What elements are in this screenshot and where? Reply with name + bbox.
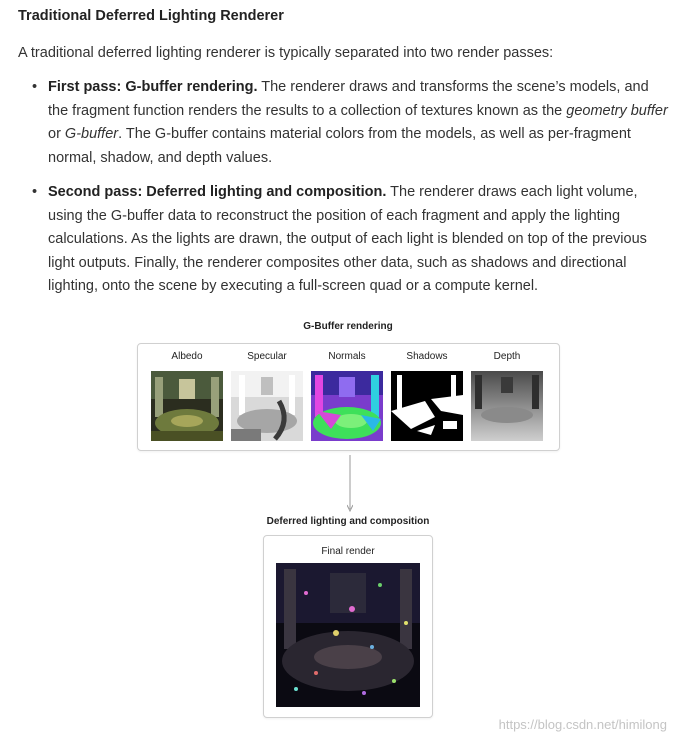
composition-panel bbox=[263, 535, 433, 718]
gbuffer-diagram-title: G-Buffer rendering bbox=[303, 321, 393, 332]
first-pass-text-2: or bbox=[48, 126, 65, 142]
list-item-first-pass bbox=[30, 76, 670, 170]
tile-albedo bbox=[151, 351, 223, 441]
intro-paragraph: A traditional deferred lighting renderer is typically separated into two render passes: bbox=[18, 45, 554, 61]
page-title: Traditional Deferred Lighting Renderer bbox=[18, 8, 284, 24]
tile-label-shadows: Shadows bbox=[406, 351, 448, 362]
composition-diagram-title: Deferred lighting and composition bbox=[266, 516, 430, 527]
shadows-image bbox=[391, 371, 463, 441]
tile-label-depth: Depth bbox=[493, 351, 521, 362]
list-item-second-pass bbox=[30, 181, 670, 299]
tile-shadows bbox=[391, 351, 463, 441]
final-render-image bbox=[276, 563, 420, 707]
first-pass-heading: First pass: G-buffer rendering. bbox=[48, 79, 258, 95]
second-pass-text: The renderer draws each light volume, using the G-buffer data to reconstruct the position of each fragment and apply the lighting calculations. As the lights are drawn, the output of each light is blended on top of the previous light outputs. Finally, the renderer composites other data, such as shadows and directional lighting, onto the scene by executing a full-screen quad or a compute kernel. bbox=[48, 184, 647, 294]
tile-label-normals: Normals bbox=[328, 351, 366, 362]
down-arrow-icon bbox=[347, 455, 353, 515]
render-pass-list bbox=[30, 76, 670, 310]
first-pass-text-3: . The G-buffer contains material colors from the models, as well as per-fragment normal, shadow, and depth values. bbox=[48, 126, 631, 166]
watermark: https://blog.csdn.net/himilong bbox=[498, 717, 667, 732]
second-pass-heading: Second pass: Deferred lighting and composition. bbox=[48, 184, 387, 200]
normals-image bbox=[311, 371, 383, 441]
term-g-buffer: G-buffer bbox=[64, 126, 119, 142]
tile-depth bbox=[471, 351, 543, 441]
tile-label-specular: Specular bbox=[247, 351, 287, 362]
depth-image bbox=[471, 371, 543, 441]
tile-normals bbox=[311, 351, 383, 441]
bullet-dot-icon: • bbox=[32, 79, 38, 95]
albedo-image bbox=[151, 371, 223, 441]
term-geometry-buffer: geometry buffer bbox=[566, 102, 668, 119]
tile-label-albedo: Albedo bbox=[171, 351, 203, 362]
first-pass-text-1: The renderer draws and transforms the scene’s models, and the fragment function renders the results to a collection of textures known as the bbox=[48, 79, 649, 119]
bullet-dot-icon: • bbox=[32, 184, 38, 200]
gbuffer-panel bbox=[137, 343, 560, 451]
tile-specular bbox=[231, 351, 303, 441]
specular-image bbox=[231, 371, 303, 441]
final-render-label: Final render bbox=[321, 546, 375, 557]
